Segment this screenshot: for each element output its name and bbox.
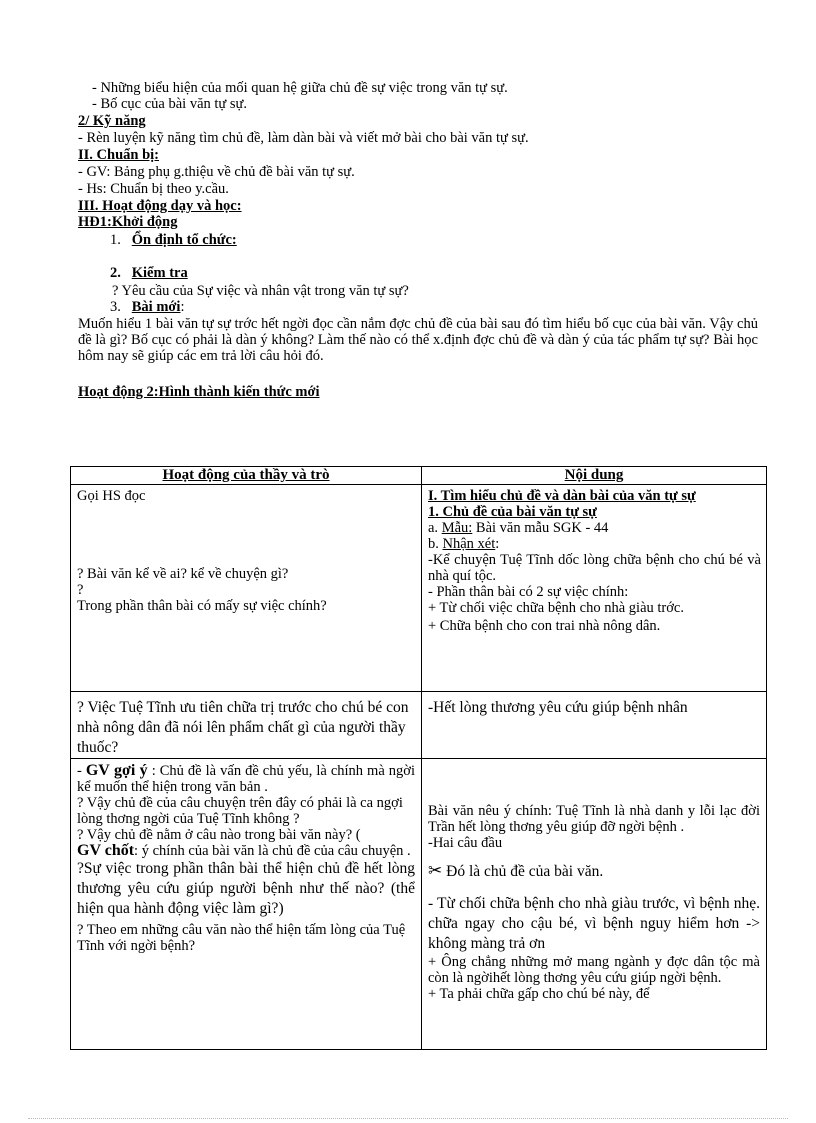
check-question: ? Yêu cầu của Sự việc và nhân vật trong văn tự sự? — [112, 283, 409, 299]
step-label: Kiểm tra — [131, 265, 188, 281]
table-row — [71, 692, 767, 759]
answer-refuse-treat: - Từ chối chữa bệnh cho nhà giàu trước, vì bệnh nhẹ. chữa ngay cho cậu bé, vì bệnh nguy hiểm hơn -> không màng trả ơn — [428, 895, 760, 952]
event-treat-farmer-son: + Chữa bệnh cho con trai nhà nông dân. — [428, 618, 661, 634]
skills-heading: 2/ Kỹ năng — [78, 113, 146, 129]
question-events-show-topic: ?Sự việc trong phần thân bài thể hiện chủ đề hết lòng thương yêu cứu giúp người bệnh như thế nào? (thể hiện qua hành động việc làm gì?) — [77, 860, 415, 917]
step-organize — [110, 232, 237, 248]
preparation-heading: II. Chuẩn bị: — [78, 147, 159, 163]
remarks-label: Nhận xét — [442, 536, 496, 552]
conclusion-topic-line — [428, 861, 760, 882]
activities-heading: III. Hoạt động dạy và học: — [78, 198, 242, 214]
step-number: 1. — [110, 232, 121, 248]
question-mark: ? — [77, 582, 84, 598]
table-row — [71, 485, 767, 692]
warmup-heading: HĐ1:Khởi động — [78, 214, 178, 230]
teacher-hint-text: : Chủ đề là vấn đề chủ yếu, là chính mà ngời kể muốn thể hiện trong văn bản . — [77, 763, 415, 795]
sample-text — [428, 520, 761, 536]
sample-label: Mẫu: — [441, 520, 473, 536]
step-new-lesson — [110, 299, 185, 315]
step-colon: : — [180, 299, 185, 315]
lesson-table — [70, 466, 767, 1050]
section-heading-topic-outline: I. Tìm hiểu chủ đề và dàn bài của văn tự sự — [428, 488, 696, 504]
column-header-activities: Hoạt động của thầy và trò — [71, 467, 422, 485]
step-check — [110, 265, 188, 281]
step-label: Bài mới — [131, 299, 181, 315]
teacher-hint-label: GV gợi ý — [85, 762, 148, 779]
teacher-hint: - GV gợi ý : Chủ đề là vấn đề chủ yếu, là chính mà ngời kể muốn thể hiện trong văn bản . — [77, 762, 415, 795]
introduction-paragraph: Muốn hiểu 1 bài văn tự sự trớc hết ngời đọc cần nắm đợc chủ đề của bài sau đó tìm hiểu bố cục của bài văn. Vậy chủ đề là gì? Bố cục có phải là dàn ý không? Làm thế nào có thể x.định đợc chủ đề và dàn ý của tác phẩm tự sự? Bài học hôm nay sẽ giúp các em trả lời câu hỏi đó. — [78, 316, 758, 364]
preparation-teacher: - GV: Bảng phụ g.thiệu về chủ đề bài văn tự sự. — [78, 164, 355, 180]
answer-doctor-quality: -Hết lòng thương yêu cứu giúp bệnh nhân — [428, 699, 688, 716]
answer-story-about: -Kể chuyện Tuệ Tĩnh dốc lòng chữa bệnh cho chú bé và nhà quí tộc. — [428, 552, 761, 584]
right-cell — [422, 485, 767, 692]
question-main-events: Trong phần thân bài có mấy sự việc chính? — [77, 598, 327, 614]
teacher-conclusion — [77, 843, 415, 859]
instruction-read: Gọi HS đọc — [77, 488, 146, 504]
scissors-icon: ✂ — [428, 861, 443, 881]
skills-text: - Rèn luyện kỹ năng tìm chủ đề, làm dàn bài và viết mở bài cho bài văn tự sự. — [78, 130, 529, 146]
preparation-students: - Hs: Chuẩn bị theo y.cầu. — [78, 181, 229, 197]
answer-main-events: - Phần thân bài có 2 sự việc chính: — [428, 584, 629, 600]
question-sentences-devotion: ? Theo em những câu văn nào thể hiện tấm lòng của Tuệ Tĩnh với ngời bệnh? — [77, 922, 406, 954]
question-doctor-quality: ? Việc Tuệ Tĩnh ưu tiên chữa trị trước cho chú bé con nhà nông dân đã nói lên phẩm chất gì của người thầy thuốc? — [77, 699, 409, 756]
right-cell — [422, 759, 767, 1050]
remarks-label-line — [428, 536, 761, 552]
conclusion-topic-text: Đó là chủ đề của bài văn. — [442, 863, 604, 880]
step-number: 2. — [110, 265, 121, 281]
answer-first-two-sentences: -Hai câu đầu — [428, 835, 503, 851]
answer-devotion-expand: + Ông chẳng những mở mang ngành y đợc dân tộc mà còn là ngờihết lòng thơng yêu cứu giúp ngời bệnh. — [428, 954, 760, 986]
column-header-content: Nội dung — [422, 467, 767, 485]
remarks-colon: : — [495, 536, 500, 552]
objective-bullet-structure: - Bố cục của bài văn tự sự. — [92, 96, 248, 112]
left-cell — [71, 692, 422, 759]
right-cell — [422, 692, 767, 759]
answer-main-idea: Bài văn nêu ý chính: Tuệ Tĩnh là nhà danh y lỗi lạc đời Trần hết lòng thơng yêu giúp đỡ ngời bệnh . — [428, 803, 760, 835]
answer-urgent-treatment: + Ta phải chữa gấp cho chú bé này, để — [428, 986, 650, 1002]
question-praise-compassion: ? Vậy chủ đề của câu chuyện trên đây có phải là ca ngợi lòng thơng ngời của Tuệ Tĩnh không ? — [77, 795, 403, 827]
sample-source: Bài văn mẫu SGK - 44 — [472, 520, 609, 536]
table-header-row — [71, 467, 767, 485]
teacher-conclusion-text: : ý chính của bài văn là chủ đề của câu chuyện . — [134, 843, 411, 859]
step-label: Ổn định tổ chức: — [131, 232, 237, 248]
teacher-conclusion-label: GV chốt — [77, 842, 135, 859]
activity-2-heading: Hoạt động 2:Hình thành kiến thức mới — [78, 384, 320, 400]
left-cell — [71, 485, 422, 692]
left-cell — [71, 759, 422, 1050]
label-a: a. — [428, 520, 442, 536]
label-b: b. — [428, 536, 443, 552]
question-story-about: ? Bài văn kể về ai? kể về chuyện gì? — [77, 566, 289, 582]
objective-bullet-relationship: - Những biểu hiện của mối quan hệ giữa chủ đề sự việc trong văn tự sự. — [92, 80, 508, 96]
table-row — [71, 759, 767, 1050]
page-bottom-divider — [28, 1118, 788, 1119]
event-refuse-rich: + Từ chối việc chữa bệnh cho nhà giàu trớc. — [428, 600, 684, 616]
subsection-heading-topic: 1. Chủ đề của bài văn tự sự — [428, 504, 597, 520]
question-topic-location: ? Vậy chủ đề nằm ở câu nào trong bài văn này? ( — [77, 827, 361, 843]
step-number: 3. — [110, 299, 121, 315]
